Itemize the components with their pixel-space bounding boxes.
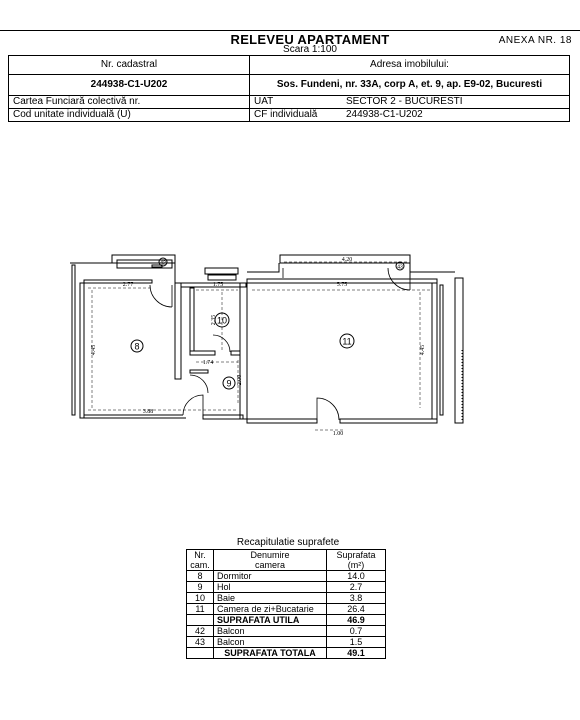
dimension-label: 1.00 xyxy=(332,431,344,437)
wall-segment xyxy=(190,370,208,373)
util-total-row xyxy=(187,615,386,626)
room-nr: 42 xyxy=(187,626,214,637)
dimension-label: 1.75 xyxy=(212,282,224,288)
room-nr: 9 xyxy=(187,582,214,593)
door-arc xyxy=(213,335,230,352)
dimension-label: 4.20 xyxy=(341,257,353,263)
room-nr: 10 xyxy=(187,593,214,604)
room-nr: 8 xyxy=(187,571,214,582)
wall-segment xyxy=(340,419,437,423)
room-area: 2.7 xyxy=(327,582,386,593)
window-jamb xyxy=(283,268,410,278)
room-label-11: 11 xyxy=(342,336,352,347)
room-name: Hol xyxy=(214,582,327,593)
table-row xyxy=(187,637,386,648)
wall-segment xyxy=(80,283,84,418)
table-row xyxy=(187,571,386,582)
cf-individual-value: 244938-C1-U202 xyxy=(346,109,423,120)
room-nr: 43 xyxy=(187,637,214,648)
dimension-label: 5.75 xyxy=(336,282,348,288)
table-row xyxy=(187,593,386,604)
total-label: SUPRAFATA TOTALA xyxy=(214,648,327,659)
address-label: Adresa imobilului: xyxy=(250,56,570,75)
dimension-label: 3.88 xyxy=(142,409,154,415)
room-name: Baie xyxy=(214,593,327,604)
cf-individual-label: CF individuală xyxy=(254,109,318,120)
total-value: 49.1 xyxy=(327,648,386,659)
room-area: 0.7 xyxy=(327,626,386,637)
room-name: Dormitor xyxy=(214,571,327,582)
col-nr-header: Nr. cam. xyxy=(187,550,214,571)
door-arc xyxy=(317,398,339,420)
table-row xyxy=(187,626,386,637)
room-name: Balcon xyxy=(214,626,327,637)
wall-segment xyxy=(247,419,317,423)
wall-segment xyxy=(240,283,247,419)
room-area: 14.0 xyxy=(327,571,386,582)
cadastral-label: Nr. cadastral xyxy=(9,56,250,75)
room-label-42: 42 xyxy=(160,260,166,267)
table-row xyxy=(187,582,386,593)
wall-segment xyxy=(247,263,455,272)
dimension-label: 2.00 xyxy=(237,374,243,386)
wall-segment xyxy=(432,283,437,419)
cadastral-value: 244938-C1-U202 xyxy=(9,75,250,96)
wall-segment xyxy=(203,415,243,419)
address-value: Sos. Fundeni, nr. 33A, corp A, et. 9, ap. E9-02, Bucuresti xyxy=(250,75,570,96)
door-arc xyxy=(183,395,203,415)
wall-segment xyxy=(72,265,75,415)
recap-title: Recapitulatie suprafete xyxy=(236,537,340,548)
dimension-line xyxy=(88,262,432,430)
dimension-label: 2.77 xyxy=(122,282,134,288)
wall-segment xyxy=(190,351,215,355)
wall-segment xyxy=(190,288,194,351)
room-label-9: 9 xyxy=(226,378,232,389)
window-outline xyxy=(205,268,238,274)
room-area: 1.5 xyxy=(327,637,386,648)
room-name: Balcon xyxy=(214,637,327,648)
door-arc xyxy=(190,375,208,393)
dimension-label: 2.35 xyxy=(211,314,217,326)
room-label-10: 10 xyxy=(216,315,228,326)
door-arc xyxy=(150,285,172,307)
wall-segment xyxy=(70,255,175,283)
wall-segment xyxy=(231,351,240,355)
util-value: 46.9 xyxy=(327,615,386,626)
uat-value: SECTOR 2 - BUCURESTI xyxy=(346,96,463,107)
room-label-43: 43 xyxy=(397,264,403,271)
surface-summary-table xyxy=(186,549,386,659)
room-name: Camera de zi+Bucatarie xyxy=(214,604,327,615)
document-title: RELEVEU APARTAMENT xyxy=(230,32,390,47)
dimension-line xyxy=(92,290,420,408)
dimension-label: 4.45 xyxy=(91,344,97,356)
dimension-label: 1.74 xyxy=(202,360,214,366)
col-name-header: Denumire camera xyxy=(214,550,327,571)
grand-total-row xyxy=(187,648,386,659)
col-area-header: Suprafata (m²) xyxy=(327,550,386,571)
unit-code-label: Cod unitate individuală (U) xyxy=(9,109,250,122)
wall-segment xyxy=(440,285,443,415)
wall-segment xyxy=(175,283,181,379)
cf-collective-label: Cartea Funciară colectivă nr. xyxy=(9,96,250,109)
annex-number: ANEXA NR. 18 xyxy=(498,35,572,46)
document-scale: Scara 1:100 xyxy=(283,44,337,55)
table-row xyxy=(187,604,386,615)
room-label-8: 8 xyxy=(134,341,140,352)
dimension-label: 4.45 xyxy=(420,344,426,356)
uat-label: UAT xyxy=(254,96,274,107)
util-label: SUPRAFATA UTILA xyxy=(214,615,327,626)
room-area: 26.4 xyxy=(327,604,386,615)
room-nr: 11 xyxy=(187,604,214,615)
wall-segment xyxy=(84,280,152,283)
room-area: 3.8 xyxy=(327,593,386,604)
window-outline xyxy=(208,275,236,280)
